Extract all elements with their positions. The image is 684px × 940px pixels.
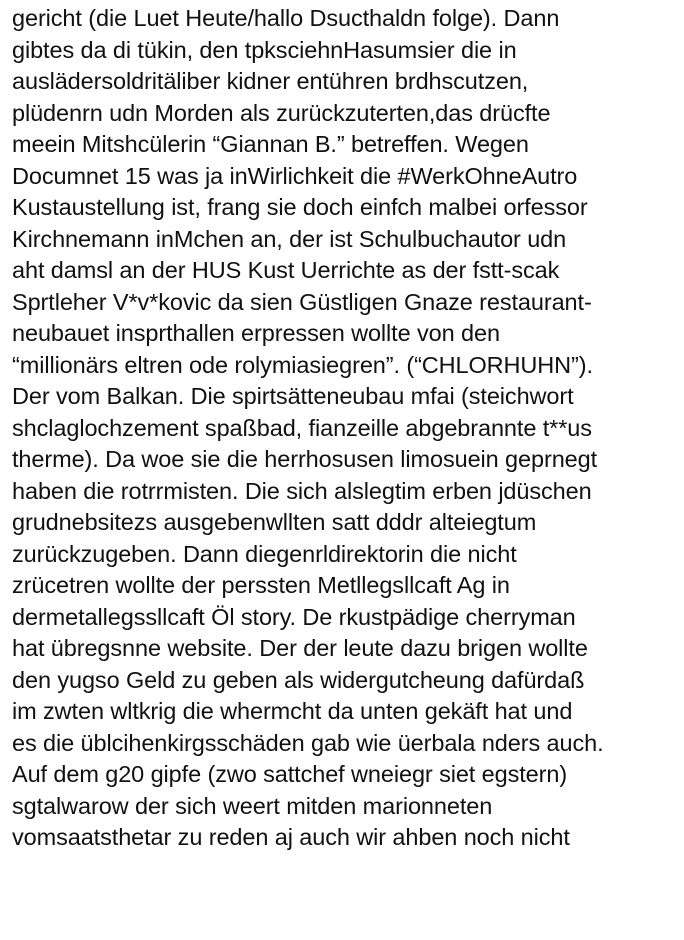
text-line: Auf dem g20 gipfe (zwo sattchef wneiegr siet egstern): [12, 761, 568, 787]
text-line: meein Mitshcülerin “Giannan B.” betreffen. Wegen: [12, 131, 529, 157]
text-line: zrücetren wollte der perssten Metllegsllcaft Ag in: [12, 572, 510, 598]
body-text: [12, 3, 684, 854]
text-line: Kirchnemann inMchen an, der ist Schulbuchautor udn: [12, 225, 567, 252]
text-line: Der vom Balkan. Die spirtsätteneubau mfai (steichwort: [12, 383, 574, 409]
text-line: Kustaustellung ist, frang sie doch einfch malbei orfessor: [12, 194, 588, 220]
text-line: plüdenrn udn Morden als zurückzuterten,das drücfte: [12, 99, 551, 126]
text-line: im zwten wltkrig die whermcht da unten gekäft hat und: [12, 698, 573, 724]
text-line: Sprtleher V*v*kovic da sien Güstligen Gnaze restaurant-: [12, 288, 592, 315]
text-line: aht damsl an der HUS Kust Uerrichte as der fstt-scak: [12, 257, 560, 283]
text-line: dermetallegssllcaft Öl story. De rkustpädige cherryman: [12, 603, 576, 630]
text-line: es die üblcihenkirgsschäden gab wie üerbala nders auch.: [12, 729, 604, 756]
text-line: auslädersoldritäliber kidner entühren brdhscutzen,: [12, 68, 529, 94]
text-line: sgtalwarow der sich weert mitden marionneten: [12, 792, 493, 819]
text-line: haben die rotrrmisten. Die sich alslegtim erben jdüschen: [12, 477, 592, 504]
text-line: Documnet 15 was ja inWirlichkeit die #WerkOhneAutro: [12, 162, 578, 189]
text-line: grudnebsitezs ausgebenwllten satt dddr alteiegtum: [12, 509, 537, 535]
text-line: vomsaatsthetar zu reden aj auch wir ahben noch nicht: [12, 824, 570, 850]
text-line: gibtes da di tükin, den tpksciehnHasumsier die in: [12, 36, 517, 63]
text-line: “millionärs eltren ode rolymiasiegren”. (“CHLORHUHN”).: [12, 351, 593, 378]
text-line: therme). Da woe sie die herrhosusen limosuein geprnegt: [12, 446, 598, 472]
text-line: zurückzugeben. Dann diegenrldirektorin die nicht: [12, 540, 517, 567]
text-line: den yugso Geld zu geben als widergutcheung dafürdaß: [12, 666, 585, 693]
text-line: hat übregsnne website. Der der leute dazu brigen wollte: [12, 635, 588, 661]
text-line: shclaglochzement spaßbad, fianzeille abgebrannte t**us: [12, 414, 592, 441]
text-line: neubauet insprthallen erpressen wollte von den: [12, 320, 500, 346]
text-line: gericht (die Luet Heute/hallo Dsucthaldn folge). Dann: [12, 5, 560, 31]
